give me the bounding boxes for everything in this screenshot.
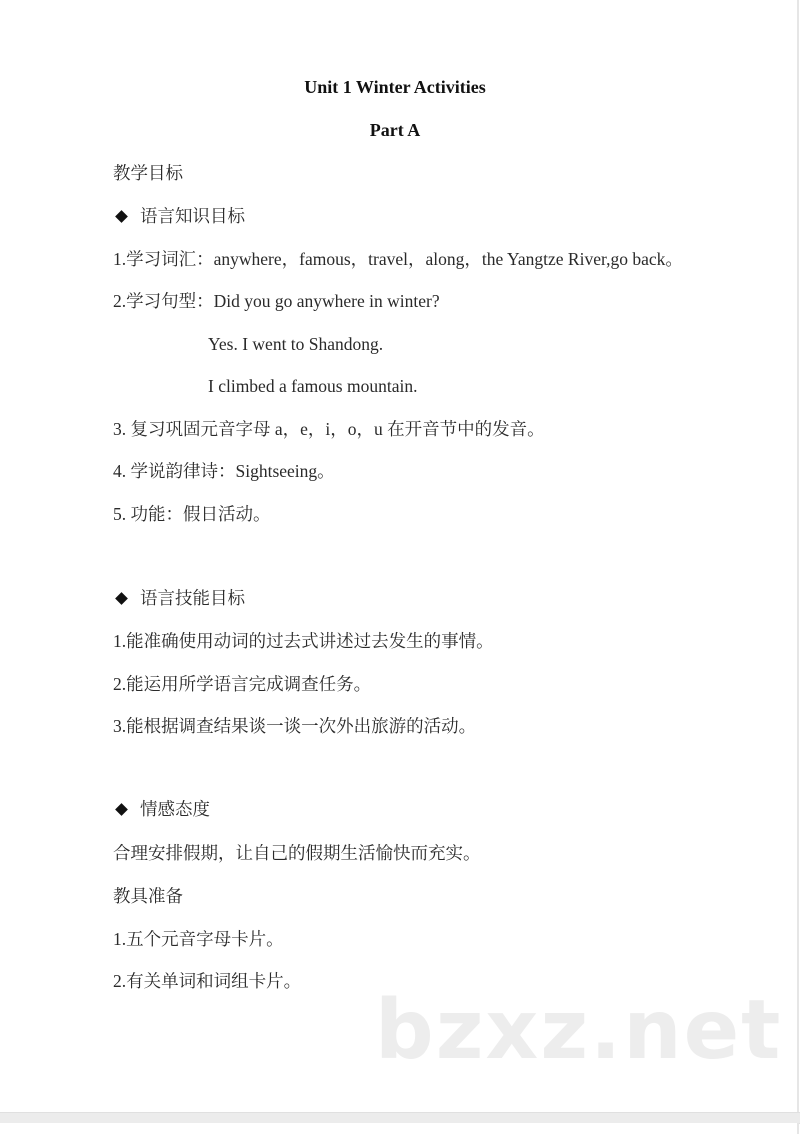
list-item-example: I climbed a famous mountain. — [208, 376, 418, 396]
watermark: bzxz.net — [375, 983, 783, 1078]
list-item: 4. 学说韵律诗：Sightseeing。 — [113, 461, 335, 481]
heading-label: 语言知识目标 — [140, 206, 245, 226]
list-item: 2.学习句型：Did you go anywhere in winter? — [113, 291, 440, 311]
list-item: 1.能准确使用动词的过去式讲述过去发生的事情。 — [113, 631, 494, 651]
document-title: Unit 1 Winter Activities — [304, 77, 486, 97]
list-item: 1.五个元音字母卡片。 — [113, 929, 284, 949]
list-item: 3. 复习巩固元音字母 a，e，i，o，u 在开音节中的发音。 — [113, 419, 545, 439]
list-item: 2.有关单词和词组卡片。 — [113, 971, 302, 991]
section-teaching-goals: 教学目标 — [113, 163, 183, 183]
list-item: 2.能运用所学语言完成调查任务。 — [113, 674, 372, 694]
list-item: 5. 功能：假日活动。 — [113, 504, 271, 524]
diamond-bullet-icon — [115, 593, 128, 606]
heading-materials: 教具准备 — [113, 886, 183, 906]
list-item: 3.能根据调查结果谈一谈一次外出旅游的活动。 — [113, 716, 477, 736]
diamond-bullet-icon — [115, 804, 128, 817]
heading-label: 语言技能目标 — [140, 588, 245, 608]
list-item-example: Yes. I went to Shandong. — [208, 334, 384, 354]
heading-attitude — [113, 798, 210, 820]
heading-language-skills — [113, 587, 245, 609]
heading-label: 情感态度 — [140, 799, 210, 819]
heading-language-knowledge — [113, 205, 245, 227]
diamond-bullet-icon — [115, 211, 128, 224]
attitude-text: 合理安排假期，让自己的假期生活愉快而充实。 — [113, 843, 481, 863]
next-page-top — [0, 1123, 799, 1134]
list-item: 1.学习词汇：anywhere，famous，travel，along，the Yangtze River,go back。 — [113, 249, 683, 269]
document-subtitle: Part A — [369, 120, 421, 140]
